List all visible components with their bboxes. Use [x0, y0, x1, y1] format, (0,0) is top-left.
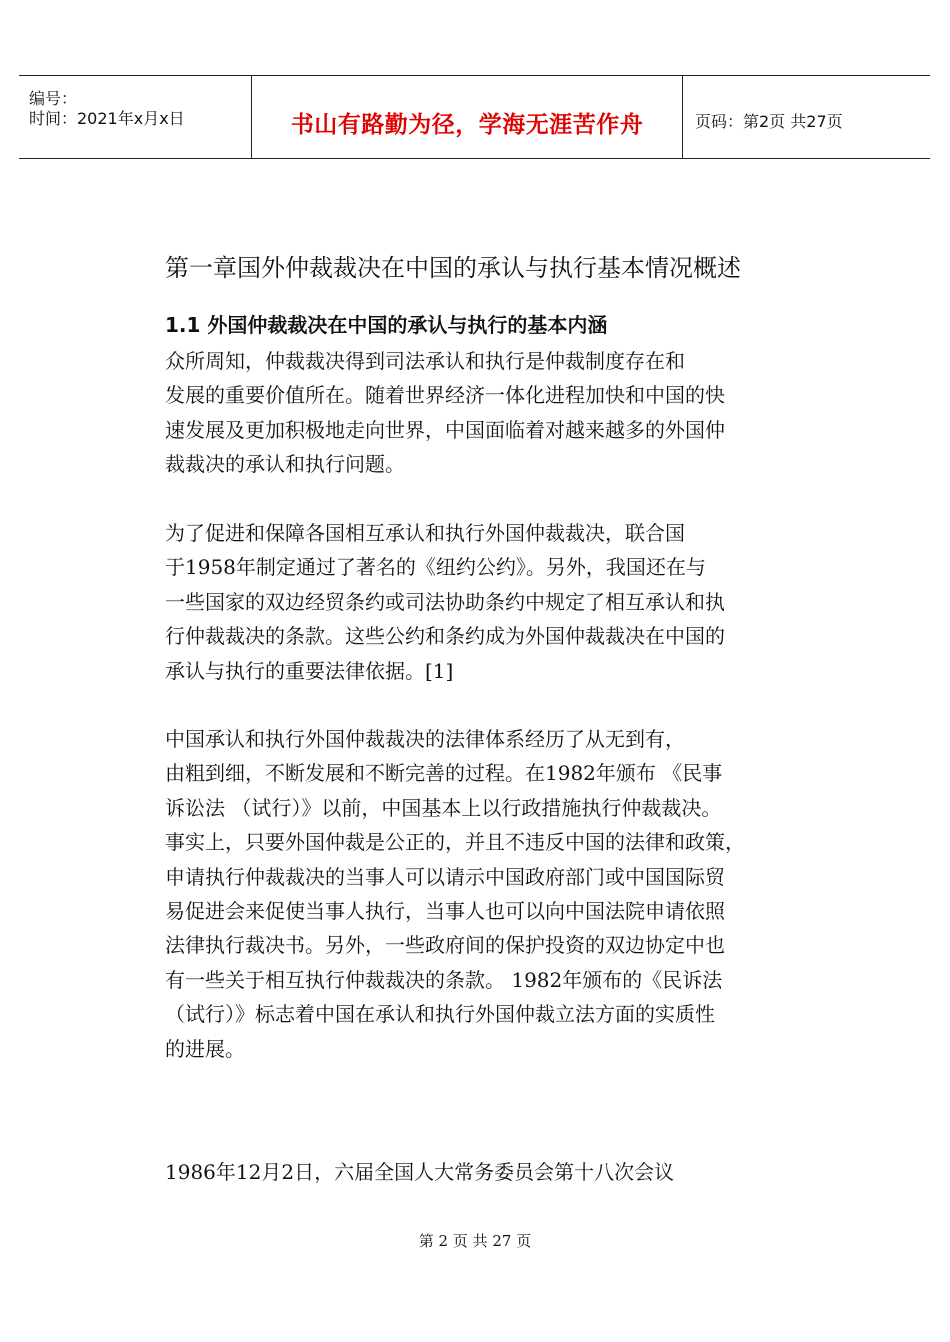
paragraph-line: 1986年12月2日，六届全国人大常务委员会第十八次会议: [165, 1160, 675, 1184]
date-label: 时间：2021年x月x日: [29, 109, 185, 128]
paragraph-line: 一些国家的双边经贸条约或司法协助条约中规定了相互承认和执: [165, 589, 725, 614]
paragraph-line: 易促进会来促使当事人执行，当事人也可以向中国法院申请依照: [165, 899, 725, 924]
paragraph-line: 的进展。: [165, 1036, 245, 1061]
header-page-info: 页码：第2页 共27页: [695, 112, 843, 131]
paragraph-line: 行仲裁裁决的条款。这些公约和条约成为外国仲裁裁决在中国的: [165, 624, 725, 649]
serial-number-label: 编号：: [29, 89, 78, 108]
paragraph-line: 承认与执行的重要法律依据。[1]: [165, 658, 454, 683]
paragraph-line: 为了促进和保障各国相互承认和执行外国仲裁裁决，联合国: [165, 521, 685, 545]
paragraph-line: （试行）》标志着中国在承认和执行外国仲裁立法方面的实质性: [165, 1002, 715, 1027]
header-left-cell: [19, 76, 252, 158]
paragraph-line: 速发展及更加积极地走向世界，中国面临着对越来越多的外国仲: [165, 417, 725, 442]
paragraph-line: 众所周知，仲裁裁决得到司法承认和执行是仲裁制度存在和: [165, 349, 685, 373]
paragraph-4: [165, 1155, 805, 1189]
paragraph-line: 于1958年制定通过了著名的《纽约公约》。另外，我国还在与: [165, 555, 706, 580]
page-footer: 第 2 页 共 27 页: [418, 1232, 532, 1250]
paragraph-3: [165, 722, 805, 1066]
paragraph-1: [165, 344, 805, 482]
paragraph-line: 中国承认和执行外国仲裁裁决的法律体系经历了从无到有，: [165, 727, 685, 751]
paragraph-line: 法律执行裁决书。另外，一些政府间的保护投资的双边协定中也: [165, 933, 725, 958]
chapter-title: 第一章国外仲裁裁决在中国的承认与执行基本情况概述: [165, 254, 741, 282]
paragraph-line: 诉讼法 （试行）》以前，中国基本上以行政措施执行仲裁裁决。: [165, 795, 722, 820]
section-title: 1.1 外国仲裁裁决在中国的承认与执行的基本内涵: [165, 313, 608, 337]
page-header: [19, 75, 930, 159]
paragraph-2: [165, 516, 805, 688]
paragraph-line: 事实上，只要外国仲裁是公正的，并且不违反中国的法律和政策，: [165, 830, 745, 855]
paragraph-line: 发展的重要价值所在。随着世界经济一体化进程加快和中国的快: [165, 383, 725, 408]
header-motto-cell: [252, 76, 683, 158]
paragraph-line: 裁裁决的承认和执行问题。: [165, 452, 405, 477]
paragraph-line: 由粗到细，不断发展和不断完善的过程。在1982年颁布 《民事: [165, 761, 723, 786]
paragraph-line: 有一些关于相互执行仲裁裁决的条款。 1982年颁布的《民诉法: [165, 967, 723, 992]
paragraph-line: 申请执行仲裁裁决的当事人可以请示中国政府部门或中国国际贸: [165, 864, 725, 889]
header-motto: 书山有路勤为径，学海无涯苦作舟: [290, 112, 644, 138]
header-page-cell: [683, 76, 930, 158]
